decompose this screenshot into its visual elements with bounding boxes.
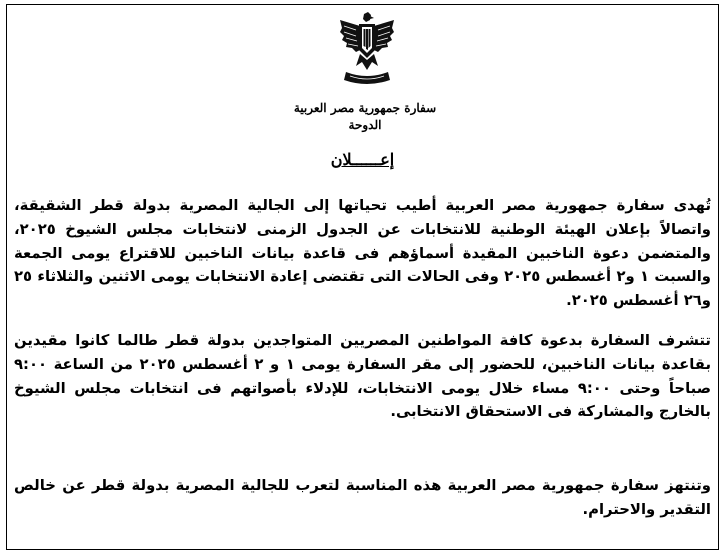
announcement-paragraph-2: تتشرف السفارة بدعوة كافة المواطنين المصريين المتواجدين بدولة قطر طالما كانوا مقيدين بقاعدة بيانات الناخبين، للحضور إلى مقر السفارة يومى ١ و ٢ أغسطس ٢٠٢٥ من الساعة ٩:٠٠ صباحاً وحتى ٩:٠٠ مساء خلال يومى الانتخابات، للإدلاء بأصواتهم فى انتخابات مجلس الشيوخ بالخارج والمشاركة فى الاستحقاق الانتخابى.: [14, 332, 711, 421]
eagle-emblem-icon: [338, 10, 396, 88]
embassy-name: سفارة جمهورية مصر العربية: [293, 101, 437, 115]
announcement-title: إعــــــلان: [330, 150, 395, 169]
embassy-city: الدوحة: [348, 118, 382, 132]
announcement-paragraph-1: تُهدى سفارة جمهورية مصر العربية أطيب تحياتها إلى الجالية المصرية بدولة قطر الشقيقة، واتصالاً بإعلان الهيئة الوطنية للانتخابات عن الجدول الزمنى لانتخابات مجلس الشيوخ ٢٠٢٥، والمتضمن دعوة الناخبين المقيدة أسماؤهم فى قاعدة بيانات الناخبين للاقتراع يومى الجمعة والسبت ١ و٢ أغسطس ٢٠٢٥ وفى الحالات التى تقتضى إعادة الانتخابات يومى الاثنين والثلاثاء ٢٥ و٢٦ أغسطس ٢٠٢٥.: [14, 197, 711, 310]
announcement-paragraph-3: وتنتهز سفارة جمهورية مصر العربية هذه المناسبة لتعرب للجالية المصرية بدولة قطر عن خالص التقدير والاحترام.: [14, 477, 711, 518]
